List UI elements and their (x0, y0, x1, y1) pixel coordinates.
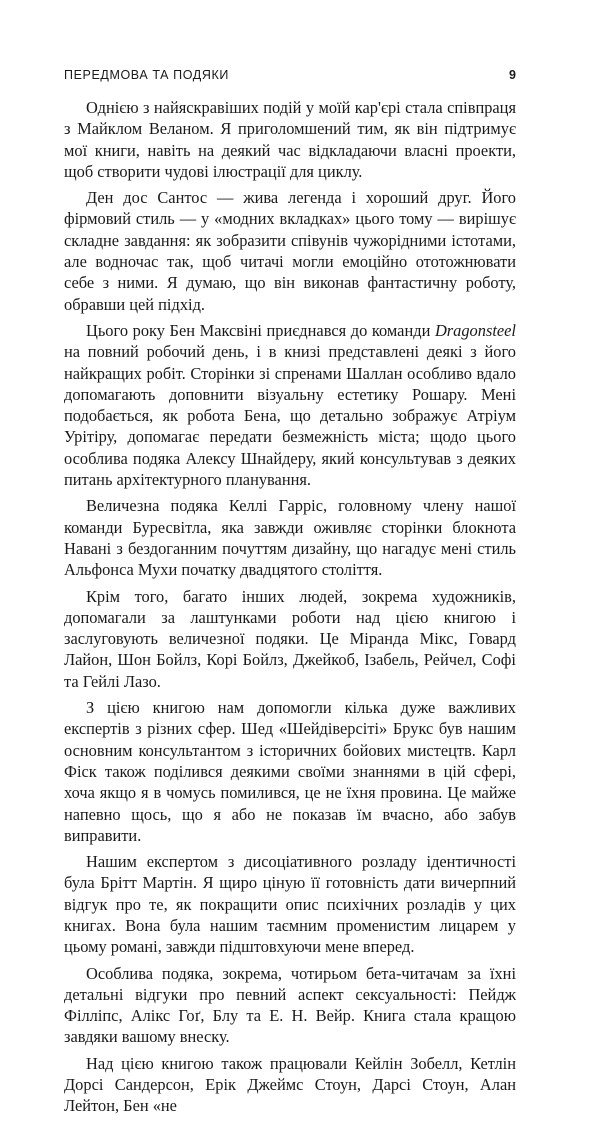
paragraph: Ден дос Сантос — жива легенда і хороший друг. Його фірмовий стиль — у «модних вкладках» цього тому — вирішує складне завдання: як зобразити співунів чужорідними істотами, але водночас так, щоб читачі могли емоційно ототожнювати себе з ними. Я думаю, що він виконав фантастичну роботу, обравши цей підхід. (64, 188, 516, 314)
paragraph: Крім того, багато інших людей, зокрема художників, допомагали за лаштунками роботи над цією книгою і заслуговують величезної подяки. Це Міранда Мікс, Говард Лайон, Шон Бойлз, Корі Бойлз, Джейкоб, Ізабель, Рейчел, Софі та Гейлі Лазо. (64, 586, 516, 691)
paragraph: Величезна подяка Келлі Гарріс, головному члену нашої команди Буресвітла, яка завжди оживляє сторінки блокнота Навані з бездоганним почуттям дизайну, що нагадує мені стиль Альфонса Мухи початку двадцятого століття. (64, 496, 516, 580)
page-number: 9 (509, 68, 516, 82)
paragraph: Над цією книгою також працювали Кейлін Зобелл, Кетлін Дорсі Сандерсон, Ерік Джеймс Стоун, Дарсі Стоун, Алан Лейтон, Бен «не (64, 1053, 516, 1116)
paragraph: Нашим експертом з дисоціативного розладу ідентичності була Брітт Мартін. Я щиро ціную її готовність дати вичерпний відгук про те, як покращити опис психічних розладів у цих книгах. Вона була нашим таємним променистим лицарем у цьому романі, завжди підштовхуючи мене вперед. (64, 852, 516, 957)
body-text (64, 97, 516, 1122)
running-head: ПЕРЕДМОВА ТА ПОДЯКИ (64, 68, 229, 82)
paragraph: Особлива подяка, зокрема, чотирьом бета-читачам за їхні детальні відгуки про певний аспект сексуальності: Пейдж Філліпс, Алікс Гоґ, Блу та Е. Н. Вейр. Книга стала кращою завдяки вашому внеску. (64, 963, 516, 1047)
paragraph: Однією з найяскравіших подій у моїй кар'єрі стала співпраця з Майклом Веланом. Я приголомшений тим, як він підтримує мої книги, навіть на деякий час відкладаючи власні проекти, щоб створити чудові ілюстрації для циклу. (64, 98, 516, 181)
paragraph (64, 320, 516, 490)
paragraph: З цією книгою нам допомогли кілька дуже важливих експертів з різних сфер. Шед «Шейдіверсіті» Брукс був нашим основним консультантом з історичних бойових мистецтв. Карл Фіск також поділився деякими своїми знаннями в цій сфері, хоча якщо я в чомусь помилився, це не їхня провина. Це майже напевно щось, що я або не показав їм вчасно, або забув виправити. (64, 698, 516, 845)
italic-title: Dragonsteel (434, 320, 516, 340)
page-header (64, 68, 516, 84)
paragraph-text: Цього року Бен Максвіні приєднався до команди (86, 320, 435, 340)
paragraph-text: на повний робочий день, і в книзі представлені деякі з його найкращих робіт. Сторінки зі спренами Шаллан особливо вдало допомагають доповнити візуальну естетику Рошару. Мені подобається, як робота Бена, що детально зображує Атріум Урітіру, допомагає передати безмежність міста; щодо цього особлива подяка Алексу Шнайдеру, який консультував з деяких питань архітектурного планування. (64, 342, 516, 490)
